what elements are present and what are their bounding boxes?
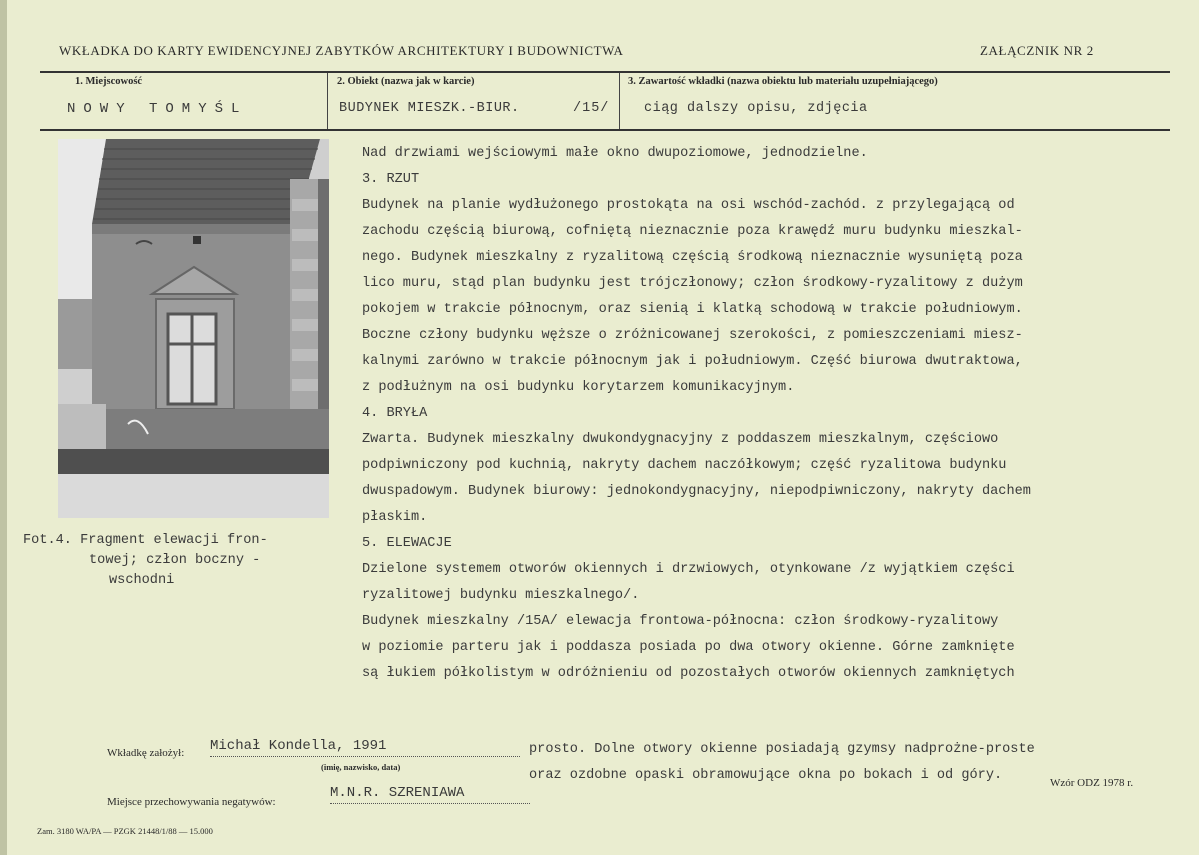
body-line: kalnymi zarówno w trakcie północnym jak i południowym. Część biurowa dwutraktowa,	[362, 354, 1023, 369]
body-line: nego. Budynek mieszkalny z ryzalitową częścią środkową nieznacznie wysuniętą poza	[362, 250, 1023, 265]
field-divider-2	[619, 73, 620, 129]
body-line: zachodu częścią biurową, cofniętą nieznacznie poza krawędź muru budynku mieszkal-	[362, 224, 1023, 239]
body-line: są łukiem półkolistym w odróżnieniu od pozostałych otworów okiennych zamkniętych	[362, 666, 1015, 681]
body-line: dwuspadowym. Budynek biurowy: jednokondygnacyjny, niepodpiwniczony, nakryty dachem	[362, 484, 1031, 499]
body-line: z podłużnym na osi budynku korytarzem komunikacyjnym.	[362, 380, 795, 395]
created-by-value: Michał Kondella, 1991	[210, 738, 520, 757]
description-text	[362, 141, 1031, 687]
attachment-number: ZAŁĄCZNIK NR 2	[980, 43, 1094, 58]
contents-value: ciąg dalszy opisu, zdjęcia	[644, 101, 868, 116]
body-line: prosto. Dolne otwory okienne posiadają gzymsy nadprożne-proste	[529, 742, 1035, 757]
section-heading-rzut: 3. RZUT	[362, 172, 420, 187]
body-line: w poziomie parteru jak i poddasza posiada po dwa otwory okienne. Górne zamknięte	[362, 640, 1015, 655]
body-line: lico muru, stąd plan budynku jest trójczłonowy; człon środkowy-ryzalitowy z dużym	[362, 276, 1023, 291]
section-heading-elewacje: 5. ELEWACJE	[362, 536, 452, 551]
contents-label: 3. Zawartość wkładki (nazwa obiektu lub materiału uzupełniającego)	[628, 76, 938, 87]
object-label: 2. Obiekt (nazwa jak w karcie)	[337, 76, 475, 87]
created-by-label: Wkładkę założył:	[107, 747, 185, 759]
header-rule	[40, 71, 1170, 73]
section-heading-bryla: 4. BRYŁA	[362, 406, 428, 421]
body-line: Boczne człony budynku węższe o zróżnicowanej szerokości, z pomieszczeniami miesz-	[362, 328, 1023, 343]
locality-label: 1. Miejscowość	[75, 76, 143, 87]
description-tail	[529, 737, 1035, 789]
caption-line-3: wschodni	[109, 573, 175, 588]
body-line: pokojem w trakcie północnym, oraz sienią i klatką schodową w trakcie południowym.	[362, 302, 1023, 317]
fields-bottom-rule	[40, 129, 1170, 131]
body-line: Budynek mieszkalny /15A/ elewacja frontowa-północna: człon środkowy-ryzalitowy	[362, 614, 999, 629]
form-template-note: Wzór ODZ 1978 r.	[1050, 777, 1134, 789]
field-divider-1	[327, 73, 328, 129]
body-line: płaskim.	[362, 510, 428, 525]
body-line: Zwarta. Budynek mieszkalny dwukondygnacyjny z poddaszem mieszkalnym, częściowo	[362, 432, 999, 447]
storage-label: Miejsce przechowywania negatywów:	[107, 796, 276, 808]
print-note: Zam. 3180 WA/PA — PZGK 21448/1/88 — 15.000	[37, 826, 213, 836]
body-line: Nad drzwiami wejściowymi małe okno dwupoziomowe, jednodzielne.	[362, 146, 868, 161]
body-line: podpiwniczony pod kuchnią, nakryty dachem naczółkowym; część ryzalitowa budynku	[362, 458, 1007, 473]
building-photo	[58, 139, 329, 518]
building-photo-drawing	[58, 139, 329, 518]
photo-caption	[23, 531, 268, 591]
caption-line-2: towej; człon boczny -	[89, 553, 261, 568]
form-title: WKŁADKA DO KARTY EWIDENCYJNEJ ZABYTKÓW ARCHITEKTURY I BUDOWNICTWA	[59, 43, 624, 58]
caption-line-1	[23, 531, 268, 551]
body-line: ryzalitowej budynku mieszkalnego/.	[362, 588, 640, 603]
body-line: oraz ozdobne opaski obramowujące okna po bokach i od góry.	[529, 768, 1003, 783]
caption-text-1: Fragment elewacji fron-	[80, 533, 268, 548]
locality-value: NOWY TOMYŚL	[67, 101, 248, 117]
storage-value: M.N.R. SZRENIAWA	[330, 785, 530, 804]
object-value: BUDYNEK MIESZK.-BIUR.	[339, 101, 520, 116]
body-line: Budynek na planie wydłużonego prostokąta na osi wschód-zachód. z przylegającą od	[362, 198, 1015, 213]
caption-prefix: Fot.4.	[23, 533, 72, 548]
object-number: /15/	[573, 101, 610, 116]
body-line: Dzielone systemem otworów okiennych i drzwiowych, otynkowane /z wyjątkiem części	[362, 562, 1015, 577]
created-by-hint: (imię, nazwisko, data)	[321, 762, 401, 772]
